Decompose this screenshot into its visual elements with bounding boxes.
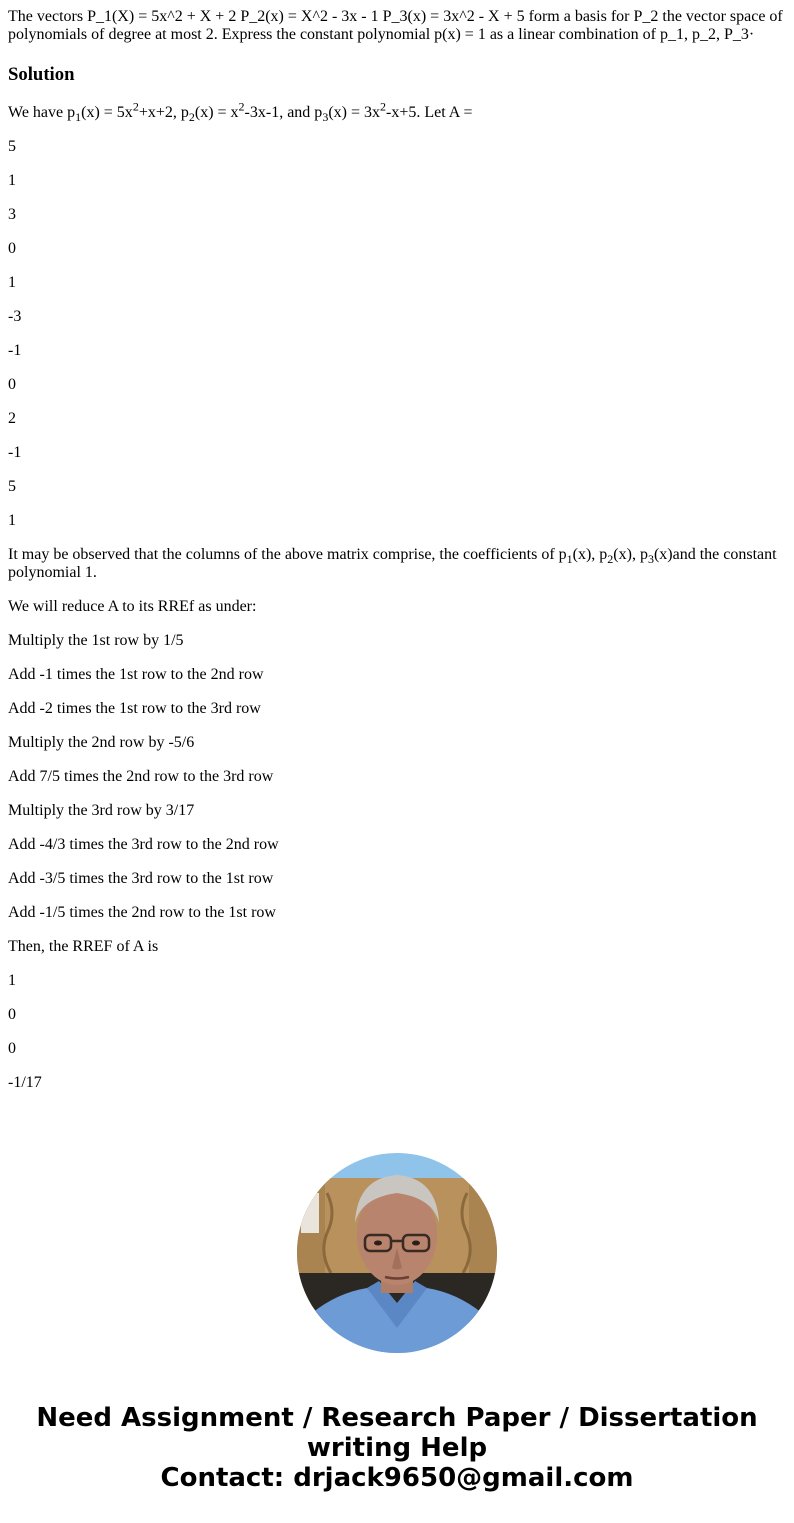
promo-banner xyxy=(0,1403,794,1493)
row-operation-step: Add 7/5 times the 2nd row to the 3rd row xyxy=(8,768,274,785)
row-operation-step: Add -2 times the 1st row to the 3rd row xyxy=(8,700,261,717)
rref-matrix xyxy=(8,972,786,1092)
intro-text: -3x-1, and p xyxy=(244,104,323,121)
rref-value: 0 xyxy=(8,1040,16,1057)
intro-text: We have p xyxy=(8,104,76,121)
row-operation-step: Multiply the 2nd row by -5/6 xyxy=(8,734,195,751)
p1-superscript: 2 xyxy=(132,99,139,114)
matrix-value: 1 xyxy=(8,512,16,529)
matrix-a xyxy=(8,138,786,530)
observation-part: It may be observed that the columns of the above matrix comprise, the coefficients of p xyxy=(8,546,567,563)
observation-part: (x), p xyxy=(572,546,608,563)
matrix-value: 2 xyxy=(8,410,16,427)
matrix-value: 5 xyxy=(8,478,16,495)
matrix-value: -1 xyxy=(8,444,22,461)
row-operation-step: Multiply the 1st row by 1/5 xyxy=(8,632,184,649)
avatar xyxy=(297,1153,497,1353)
row-operation-step: Add -1 times the 1st row to the 2nd row xyxy=(8,666,264,683)
p1-subscript: 1 xyxy=(566,552,573,567)
solution-heading: Solution xyxy=(8,64,75,85)
question-text: The vectors P_1(X) = 5x^2 + X + 2 P_2(x) = X^2 - 3x - 1 P_3(x) = 3x^2 - X + 5 form a basis for P_2 the vector space of polynomials of degree at most 2. Express the constant polynomial p(x) = 1 as a linear combination of p_1, p_2, P_3· xyxy=(8,8,783,43)
observation-text xyxy=(8,546,786,582)
matrix-value: 5 xyxy=(8,138,16,155)
matrix-value: 3 xyxy=(8,206,16,223)
matrix-value: -1 xyxy=(8,342,22,359)
rref-value: 1 xyxy=(8,972,16,989)
intro-text: (x) = 5x xyxy=(81,104,133,121)
intro-text: (x) = 3x xyxy=(328,104,380,121)
matrix-value: 0 xyxy=(8,376,16,393)
matrix-value: 1 xyxy=(8,274,16,291)
row-operation-steps xyxy=(8,632,786,922)
row-operation-step: Multiply the 3rd row by 3/17 xyxy=(8,802,195,819)
promo-line: Need Assignment / Research Paper / Dissertation xyxy=(36,1403,758,1433)
intro-text: -x+5. Let A = xyxy=(386,104,473,121)
matrix-value: 0 xyxy=(8,240,16,257)
p3-subscript: 3 xyxy=(647,552,654,567)
p3-subscript: 3 xyxy=(322,110,329,125)
reduce-intro: We will reduce A to its RREf as under: xyxy=(8,598,257,615)
tutor-avatar-photo-icon xyxy=(297,1153,497,1353)
matrix-value: 1 xyxy=(8,172,16,189)
p1-subscript: 1 xyxy=(75,110,82,125)
rref-value: -1/17 xyxy=(8,1074,42,1091)
p2-subscript: 2 xyxy=(188,110,195,125)
row-operation-step: Add -1/5 times the 2nd row to the 1st row xyxy=(8,904,276,921)
promo-contact: Contact: drjack9650@gmail.com xyxy=(160,1463,634,1493)
observation-part: (x), p xyxy=(613,546,648,563)
p3-superscript: 2 xyxy=(380,99,386,114)
p2-superscript: 2 xyxy=(238,99,245,114)
matrix-value: -3 xyxy=(8,308,22,325)
p2-subscript: 2 xyxy=(607,552,614,567)
rref-value: 0 xyxy=(8,1006,16,1023)
solution-intro xyxy=(8,99,786,125)
row-operation-step: Add -3/5 times the 3rd row to the 1st row xyxy=(8,870,274,887)
row-operation-step: Add -4/3 times the 3rd row to the 2nd row xyxy=(8,836,279,853)
rref-intro: Then, the RREF of A is xyxy=(8,938,159,955)
promo-line: writing Help xyxy=(306,1433,488,1463)
observation-part: (x)and the constant polynomial 1. xyxy=(8,546,777,581)
intro-text: (x) = x xyxy=(194,104,239,121)
intro-text: +x+2, p xyxy=(138,104,189,121)
